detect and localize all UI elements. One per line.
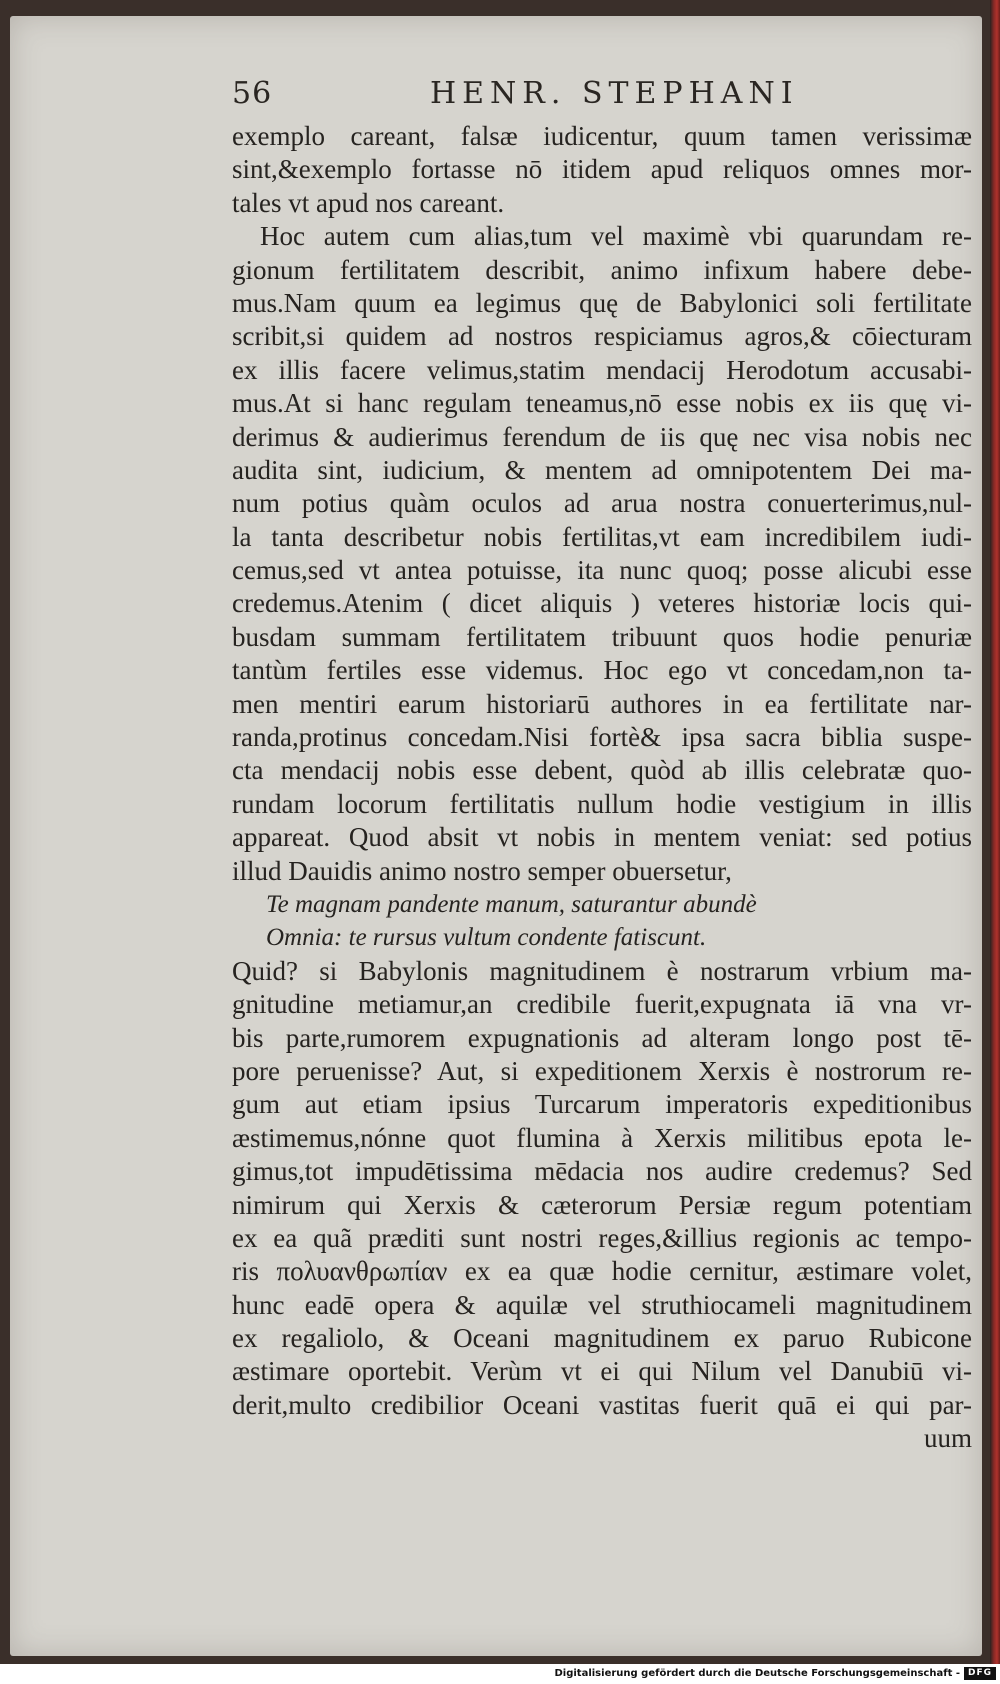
body-text <box>232 120 972 1456</box>
text-line: derit,multo credibilior Oceani vastitas fuerit quā ei qui par- <box>232 1389 972 1420</box>
text-line: hunc eadē opera & aquilæ vel struthiocameli magnitudinem <box>232 1289 972 1320</box>
text-line: æstimare oportebit. Verùm vt ei qui Nilum vel Danubiū vi- <box>232 1356 972 1387</box>
text-line: men mentiri earum historiarū authores in ea fertilitate nar- <box>232 688 972 719</box>
text-line: sint,&exemplo fortasse nō itidem apud reliquos omnes mor- <box>232 154 972 185</box>
text-line: audita sint, iudicium, & mentem ad omnipotentem Dei ma- <box>232 454 972 485</box>
text-line: credemus.Atenim ( dicet aliquis ) veteres historiæ locis qui- <box>232 588 972 619</box>
verse-line: Te magnam pandente manum, saturantur abundè <box>266 890 757 918</box>
text-line: appareat. Quod absit vt nobis in mentem veniat: sed potius <box>232 822 972 853</box>
running-head <box>232 76 970 112</box>
text-line: pore peruenisse? Aut, si expeditionem Xerxis è nostrorum re- <box>232 1055 972 1086</box>
text-line: mus.Nam quum ea legimus quę de Babylonici soli fertilitate <box>232 287 972 318</box>
text-line: ex regaliolo, & Oceani magnitudinem ex paruo Rubicone <box>232 1323 972 1354</box>
text-line: gionum fertilitatem describit, animo infixum habere debe- <box>232 254 972 285</box>
text-line: scribit,si quidem ad nostros respiciamus agros,& cōiecturam <box>232 321 972 352</box>
footer-credit: Digitalisierung gefördert durch die Deutsche Forschungsgemeinschaft - <box>554 1668 960 1679</box>
text-line: gnitudine metiamur,an credibile fuerit,expugnata iā vna vr- <box>232 989 972 1020</box>
text-line: ris πολυανθρωπίαν ex ea quæ hodie cernitur, æstimare volet, <box>232 1256 972 1287</box>
text-line: nimirum qui Xerxis & cæterorum Persiæ regum potentiam <box>232 1189 972 1220</box>
text-line: cta mendacij nobis esse debent, quòd ab illis celebratæ quo- <box>232 755 972 786</box>
page-edge <box>990 0 1000 1664</box>
text-line: tantùm fertiles esse videmus. Hoc ego vt concedam,non ta- <box>232 655 972 686</box>
running-title: HENR. STEPHANI <box>430 76 799 111</box>
text-line: mus.At si hanc regulam teneamus,nō esse nobis ex iis quę vi- <box>232 388 972 419</box>
text-line: ex ea quã præditi sunt nostri reges,&illius regionis ac tempo- <box>232 1222 972 1253</box>
dfg-logo: DFG <box>964 1667 996 1680</box>
text-line: randa,protinus concedam.Nisi fortè& ipsa sacra biblia suspe- <box>232 722 972 753</box>
page-number: 56 <box>232 76 273 111</box>
text-line: Quid? si Babylonis magnitudinem è nostrarum vrbium ma- <box>232 955 972 986</box>
text-line: rundam locorum fertilitatis nullum hodie vestigium in illis <box>232 788 972 819</box>
text-line: cemus,sed vt antea potuisse, ita nunc quoq; posse alicubi esse <box>232 555 972 586</box>
text-line: bis parte,rumorem expugnationis ad alteram longo post tē- <box>232 1022 972 1053</box>
text-line: æstimemus,nónne quot flumina à Xerxis militibus epota le- <box>232 1122 972 1153</box>
text-line: num potius quàm oculos ad arua nostra conuerterimus,nul- <box>232 488 972 519</box>
text-line: ex illis facere velimus,statim mendacij Herodotum accusabi- <box>232 354 972 385</box>
verse-line: Omnia: te rursus vultum condente fatiscunt. <box>266 924 707 952</box>
text-line: Hoc autem cum alias,tum vel maximè vbi quarundam re- <box>260 221 972 252</box>
catchword: uum <box>923 1423 972 1454</box>
text-line: derimus & audierimus ferendum de iis quę nec visa nobis nec <box>232 421 972 452</box>
text-line: gimus,tot impudētissima mēdacia nos audire credemus? Sed <box>232 1156 972 1187</box>
text-line: busdam summam fertilitatem tribuunt quos hodie penuriæ <box>232 621 972 652</box>
text-line: tales vt apud nos careant. <box>232 187 505 218</box>
digitization-footer <box>0 1664 1000 1684</box>
text-line: illud Dauidis animo nostro semper obuersetur, <box>232 855 732 886</box>
text-line: la tanta describetur nobis fertilitas,vt eam incredibilem iudi- <box>232 521 972 552</box>
text-line: gum aut etiam ipsius Turcarum imperatoris expeditionibus <box>232 1089 972 1120</box>
text-line: exemplo careant, falsæ iudicentur, quum tamen verissimæ <box>232 121 972 151</box>
